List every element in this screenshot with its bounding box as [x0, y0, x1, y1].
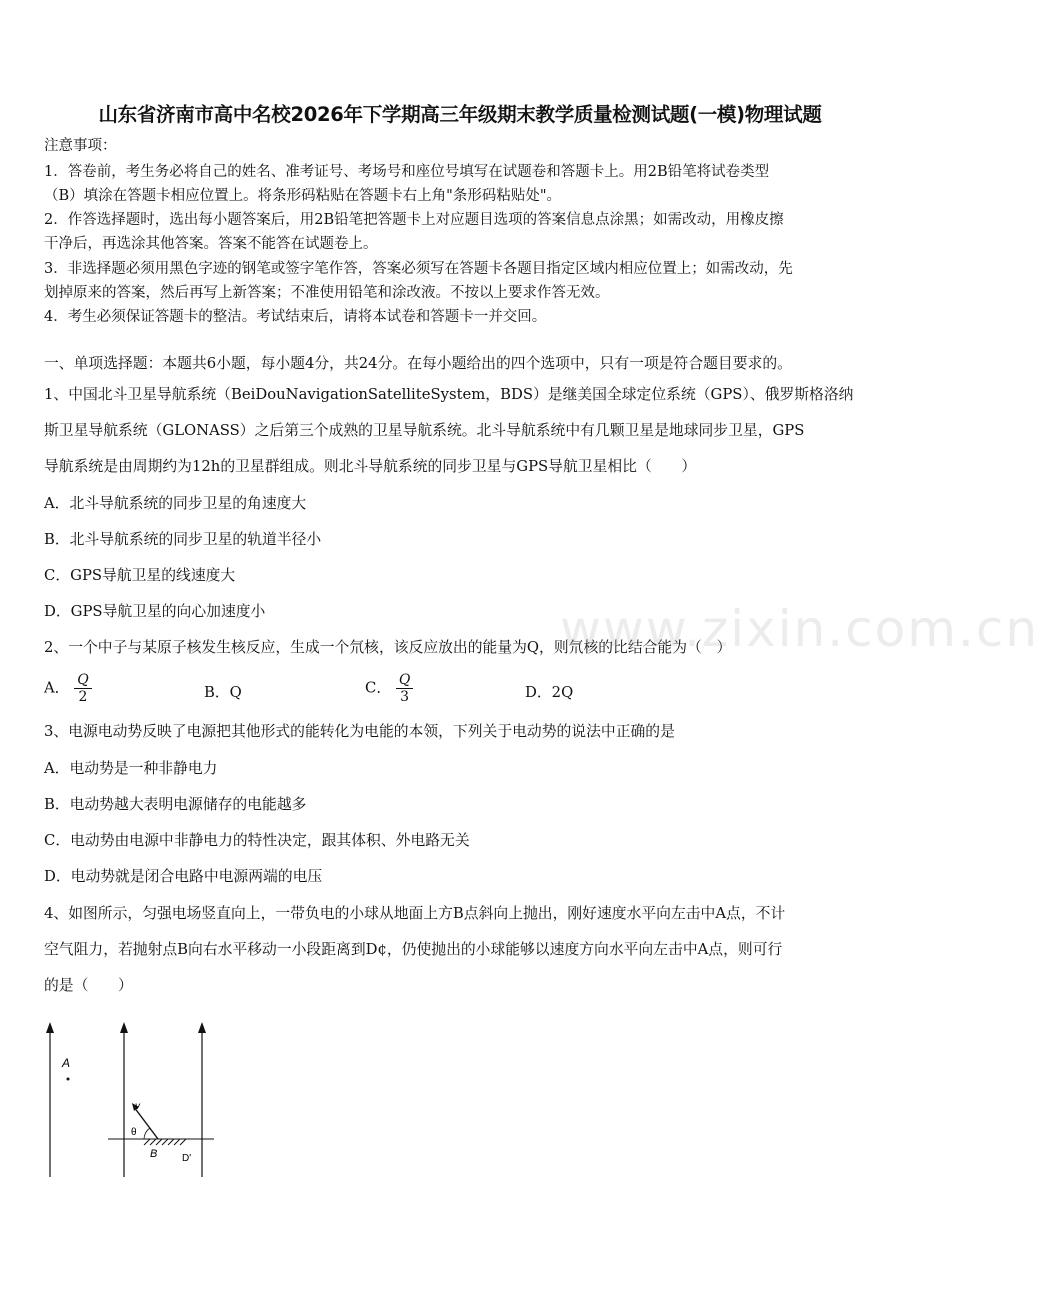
q4-stem-line: 的是（ ）: [44, 977, 133, 994]
fraction-denominator: 2: [78, 689, 88, 705]
q2-option-a: [44, 672, 92, 705]
q1-option-d: D．GPS导航卫星的向心加速度小: [44, 603, 266, 620]
hatch: [156, 1139, 162, 1145]
watermark: www.zixin.com.cn: [560, 600, 1039, 658]
fraction-numerator: Q: [396, 672, 413, 689]
q3-stem: 3、电源电动势反映了电源把其他形式的能转化为电能的本领，下列关于电动势的说法中正确的是: [44, 723, 675, 740]
q2-option-a-label: A．: [44, 679, 70, 697]
q4-stem-line: 空气阻力，若抛射点B向右水平移动一小段距离到D¢，仍使抛出的小球能够以速度方向水平向左击中A点，则可行: [44, 941, 783, 958]
electric-field-figure: [40, 1015, 230, 1185]
q1-option-b: B．北斗导航系统的同步卫星的轨道半径小: [44, 531, 322, 548]
velocity-label: v: [135, 1101, 140, 1112]
page-title: 山东省济南市高中名校2026年下学期高三年级期末教学质量检测试题(一模)物理试题: [98, 103, 822, 126]
point-b-label: B: [150, 1148, 158, 1160]
notice-heading: 注意事项：: [44, 138, 117, 154]
fraction-denominator: 3: [400, 689, 410, 705]
hatch: [180, 1139, 186, 1145]
notice-line: 干净后，再选涂其他答案。答案不能答在试题卷上。: [44, 236, 378, 252]
hatch: [174, 1139, 180, 1145]
point-a-dot: [67, 1078, 70, 1081]
theta-label: θ: [131, 1127, 137, 1138]
q4-stem-line: 4、如图所示，匀强电场竖直向上，一带负电的小球从地面上方B点斜向上抛出，刚好速度水平向左击中A点，不计: [44, 905, 786, 922]
q1-stem-line: 1、中国北斗卫星导航系统（BeiDouNavigationSatelliteSystem，BDS）是继美国全球定位系统（GPS）、俄罗斯格洛纳: [44, 386, 854, 403]
hatch: [162, 1139, 168, 1145]
notice-line: 2．作答选择题时，选出每小题答案后，用2B铅笔把答题卡上对应题目选项的答案信息点涂黑；如需改动，用橡皮擦: [44, 212, 784, 228]
q3-option-d: D．电动势就是闭合电路中电源两端的电压: [44, 868, 323, 885]
hatch: [150, 1139, 156, 1145]
notice-line: 划掉原来的答案，然后再写上新答案；不准使用铅笔和涂改液。不按以上要求作答无效。: [44, 285, 610, 301]
q2-option-c-fraction: [396, 672, 413, 705]
q1-stem-line: 导航系统是由周期约为12h的卫星群组成。则北斗导航系统的同步卫星与GPS导航卫星相比（ ）: [44, 458, 697, 475]
q1-stem-line: 斯卫星导航系统（GLONASS）之后第三个成熟的卫星导航系统。北斗导航系统中有几颗卫星是地球同步卫星，GPS: [44, 422, 805, 439]
point-a-label: A: [62, 1056, 71, 1070]
arrow-head: [46, 1022, 54, 1033]
notice-line: 3．非选择题必须用黑色字迹的钢笔或签字笔作答，答案必须写在答题卡各题目指定区域内相应位置上；如需改动，先: [44, 261, 793, 277]
notice-line: 4．考生必须保证答题卡的整洁。考试结束后，请将本试卷和答题卡一并交回。: [44, 309, 547, 325]
q1-option-a: A．北斗导航系统的同步卫星的角速度大: [44, 495, 307, 512]
notice-line: （B）填涂在答题卡相应位置上。将条形码粘贴在答题卡右上角"条形码粘贴处"。: [44, 188, 561, 204]
section-heading: 一、单项选择题：本题共6小题，每小题4分，共24分。在每小题给出的四个选项中，只有一项是符合题目要求的。: [44, 355, 792, 372]
arrow-head: [198, 1022, 206, 1033]
notice-line: 1．答卷前，考生务必将自己的姓名、准考证号、考场号和座位号填写在试题卷和答题卡上。用2B铅笔将试卷类型: [44, 164, 770, 180]
q2-stem: 2、一个中子与某原子核发生核反应，生成一个氘核，该反应放出的能量为Q，则氘核的比结合能为（ ）: [44, 639, 732, 656]
q2-option-c: [365, 672, 413, 705]
q3-option-c: C．电动势由电源中非静电力的特性决定，跟其体积、外电路无关: [44, 832, 470, 849]
q2-option-b: B．Q: [204, 684, 242, 701]
q2-option-d: D．2Q: [525, 684, 574, 701]
q1-option-c: C．GPS导航卫星的线速度大: [44, 567, 236, 584]
angle-arc: [144, 1128, 150, 1139]
arrow-head: [120, 1022, 128, 1033]
q2-option-c-label: C．: [365, 679, 392, 697]
q3-option-a: A．电动势是一种非静电力: [44, 760, 218, 777]
fraction-numerator: Q: [74, 672, 91, 689]
point-d-label: D': [182, 1153, 192, 1164]
q3-option-b: B．电动势越大表明电源储存的电能越多: [44, 796, 307, 813]
hatch: [144, 1139, 150, 1145]
q2-option-a-fraction: [74, 672, 91, 705]
hatch: [168, 1139, 174, 1145]
